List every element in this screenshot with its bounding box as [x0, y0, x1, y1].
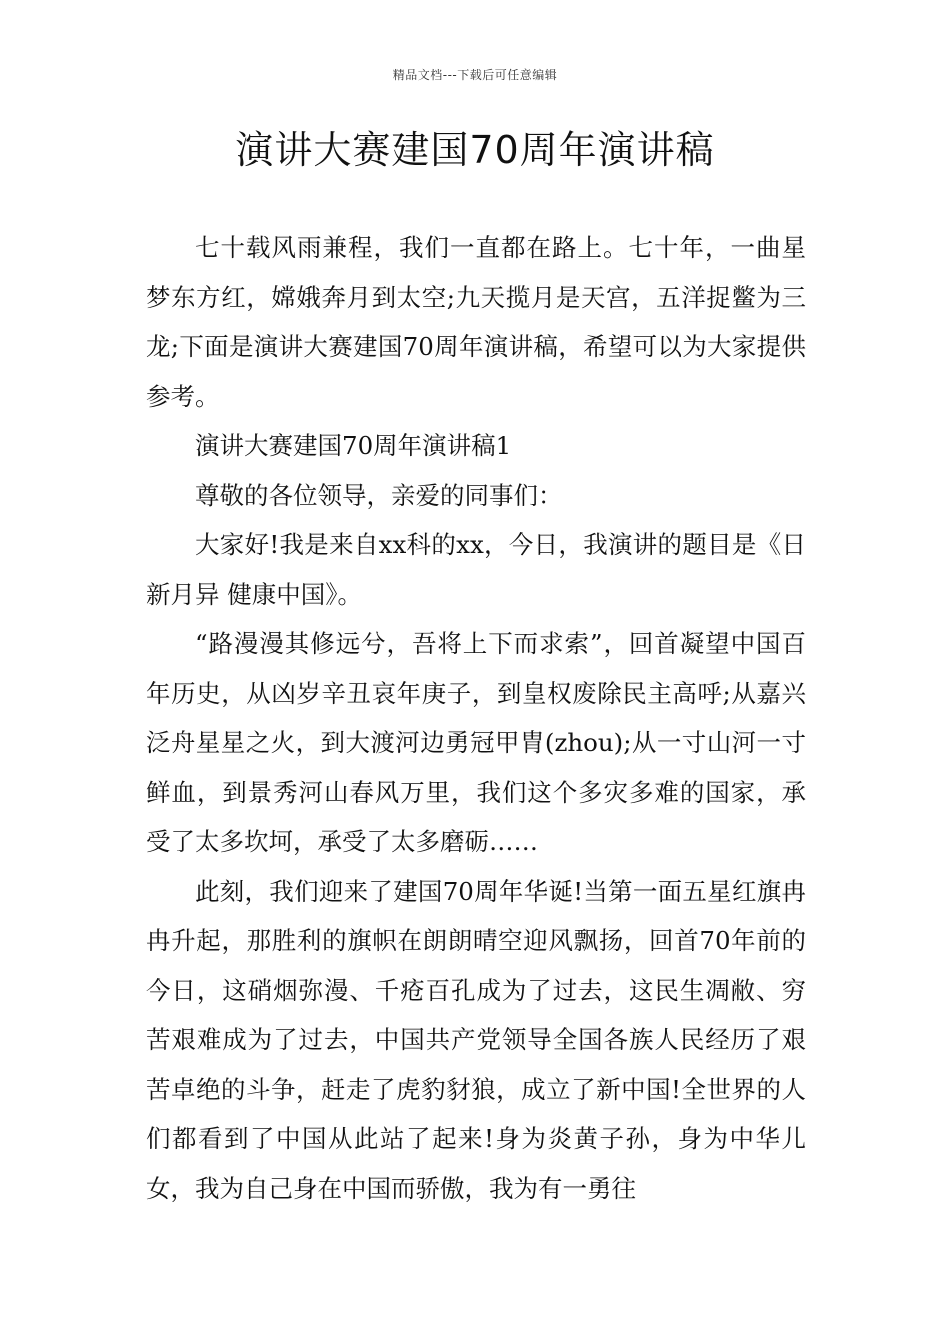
paragraph-history: “路漫漫其修远兮，吾将上下而求索”，回首凝望中国百年历史，从凶岁辛丑哀年庚子，到皇权废除民主高呼;从嘉兴泛舟星星之火，到大渡河边勇冠甲胄(zhou);从一寸山河一寸鲜血，到景秀河山春风万里，我们这个多灾多难的国家，承受了太多坎坷，承受了太多磨砺…… [146, 629, 806, 856]
paragraph-greeting: 大家好!我是来自xx科的xx，今日，我演讲的题目是《日新月异 健康中国》。 [146, 530, 806, 609]
paragraph-intro: 七十载风雨兼程，我们一直都在路上。七十年，一曲星梦东方红，嫦娥奔月到太空;九天揽月是天宫，五洋捉鳖为三龙;下面是演讲大赛建国70周年演讲稿，希望可以为大家提供参考。 [146, 233, 806, 411]
paragraph-section-heading: 演讲大赛建国70周年演讲稿1 [195, 431, 512, 460]
document-title: 演讲大赛建国70周年演讲稿 [235, 128, 715, 172]
paragraph-anniversary: 此刻，我们迎来了建国70周年华诞!当第一面五星红旗冉冉升起，那胜利的旗帜在朗朗晴空迎风飘扬，回首70年前的今日，这硝烟弥漫、千疮百孔成为了过去，这民生凋敝、穷苦艰难成为了过去，中国共产党领导全国各族人民经历了艰苦卓绝的斗争，赶走了虎豹豺狼，成立了新中国!全世界的人们都看到了中国从此站了起来!身为炎黄子孙，身为中华儿女，我为自己身在中国而骄傲，我为有一勇往 [146, 876, 806, 1203]
document-body [146, 223, 806, 1213]
header-note: 精品文档---下载后可任意编辑 [392, 68, 558, 82]
paragraph-salutation: 尊敬的各位领导，亲爱的同事们： [195, 480, 563, 510]
